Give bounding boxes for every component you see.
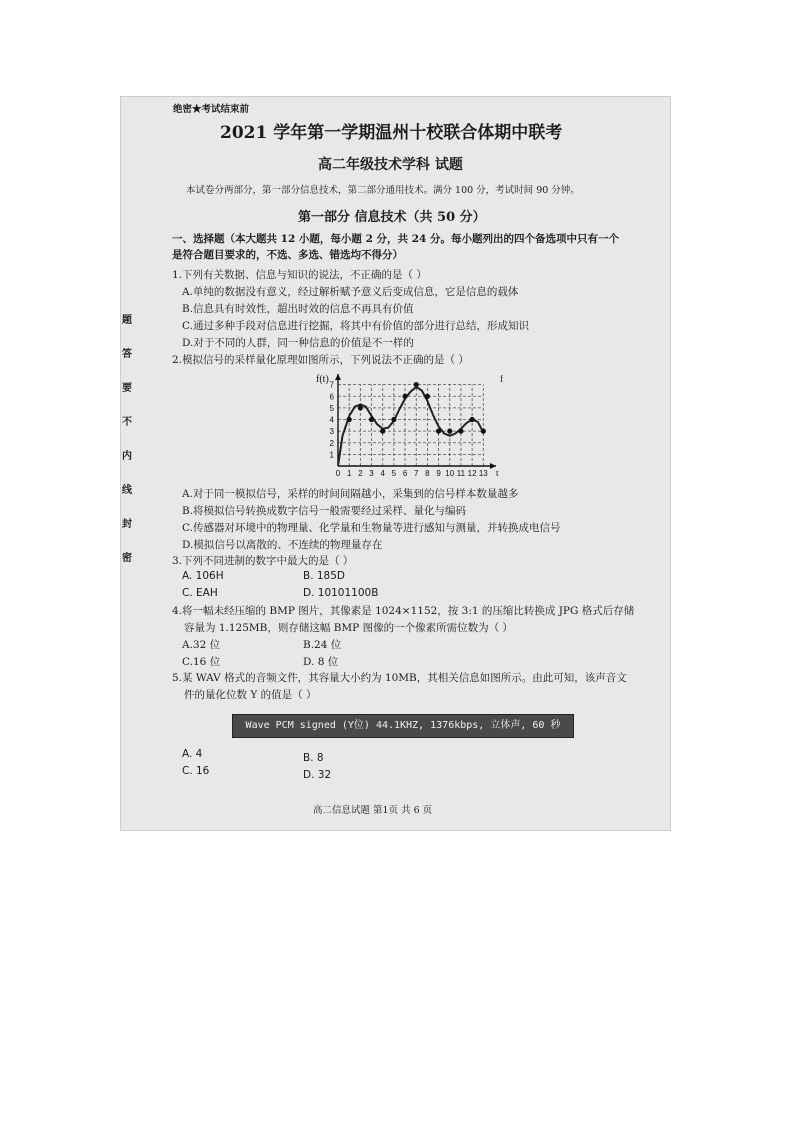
y-tick-label: 6 [329,392,334,402]
sample-point [391,417,396,422]
q5-stem-line1: 5.某 WAV 格式的音频文件，其容量大小约为 10MB，其相关信息如图所示。由此可知，该声音文 [172,672,627,684]
q1-option-b: B.信息具有时效性，超出时效的信息不再具有价值 [182,303,414,315]
sample-point [481,429,486,434]
binding-char: 封 [122,519,132,530]
q1-stem: 1.下列有关数据、信息与知识的说法，不正确的是（ ） [172,269,427,281]
x-tick-label: 1 [346,469,352,478]
y-tick-label: 1 [329,450,334,460]
wav-info-box: Wave PCM signed (Y位) 44.1KHZ, 1376kbps, 立体声, 60 秒 [232,714,574,738]
sample-point [436,429,441,434]
q1-option-c: C.通过多种手段对信息进行挖掘，将其中有价值的部分进行总结，形成知识 [182,320,529,332]
sample-point [414,382,419,387]
q5-option-d: D. 32 [303,769,332,781]
sample-point [447,429,452,434]
sample-point [402,394,407,399]
y-axis-label: f(t) [316,374,329,385]
exam-title: 2021 学年第一学期温州十校联合体期中联考 [220,123,563,143]
part-title: 第一部分 信息技术（共 50 分） [298,210,486,225]
section-heading-line2: 是符合题目要求的，不选、多选、错选均不得分） [172,249,403,261]
q5-option-c: C. 16 [182,765,210,777]
q1-option-a: A.单纯的数据没有意义，经过解析赋予意义后变成信息，它是信息的载体 [182,286,519,298]
binding-char: 线 [122,485,132,496]
sample-point [369,417,374,422]
exam-page [120,96,671,831]
sample-point [425,394,430,399]
y-tick-label: 3 [329,427,334,437]
q3-option-c: C. EAH [182,587,218,599]
x-tick-label: 4 [380,469,385,478]
y-axis-arrow [335,374,341,380]
x-axis-label: t [496,468,499,478]
x-tick-label: 7 [414,469,419,478]
q3-option-d: D. 10101100B [303,587,379,599]
binding-char: 不 [122,417,132,428]
q4-stem-line1: 4.将一幅未经压缩的 BMP 图片，其像素是 1024×1152，按 3:1 的压缩比转换成 JPG 格式后存储 [172,605,635,617]
y-tick-label: 7 [329,380,334,390]
y-tick-label: 2 [329,438,334,448]
sample-point [470,417,475,422]
sample-point [358,405,363,410]
binding-char: 答 [122,349,132,360]
x-tick-label: 8 [425,469,430,478]
x-tick-label: 12 [467,469,477,478]
secret-mark: 绝密★考试结束前 [173,104,250,115]
q1-option-d: D.对于不同的人群，同一种信息的价值是不一样的 [182,337,414,349]
x-tick-label: 9 [436,469,441,478]
sample-point [347,417,352,422]
exam-intro: 本试卷分两部分，第一部分信息技术，第二部分通用技术。满分 100 分，考试时间 90 分钟。 [186,185,580,196]
x-tick-label: 5 [391,469,397,478]
binding-char: 内 [122,451,132,462]
q4-option-a: A.32 位 [182,639,221,651]
section-heading-line1: 一、选择题（本大题共 12 小题，每小题 2 分，共 24 分。每小题列出的四个备选项中只有一个 [172,233,619,245]
q4-option-b: B.24 位 [303,639,342,651]
sampling-chart [314,372,504,484]
q2-option-a: A.对于同一模拟信号，采样的时间间隔越小，采集到的信号样本数量越多 [182,488,519,500]
y-tick-label: 4 [329,415,334,425]
binding-char: 题 [122,315,132,326]
x-tick-label: 6 [402,469,408,478]
sample-point [380,429,385,434]
x-tick-label: 3 [369,469,374,478]
sample-point [458,429,463,434]
q4-stem-line2: 容量为 1.125MB，则存储这幅 BMP 图像的一个像素所需位数为（ ） [184,622,513,634]
x-tick-label: 2 [358,469,363,478]
page-footer: 高二信息试题 第1页 共 6 页 [313,805,433,816]
q2-stem: 2.模拟信号的采样量化原理如图所示，下列说法不正确的是（ ） [172,354,469,366]
q5-option-a: A. 4 [182,748,203,760]
binding-line-margin [120,311,138,571]
binding-char: 密 [122,553,132,564]
exam-subtitle: 高二年级技术学科 试题 [318,157,463,173]
corner-label: f [500,374,503,384]
q4-option-c: C.16 位 [182,656,221,668]
q2-option-c: C.传感器对环境中的物理量、化学量和生物量等进行感知与测量，并转换成电信号 [182,522,561,534]
q3-option-a: A. 106H [182,570,224,582]
q2-option-b: B.将模拟信号转换成数字信号一般需要经过采样、量化与编码 [182,505,467,517]
q5-option-b: B. 8 [303,752,324,764]
x-tick-label: 11 [456,469,466,478]
q2-option-d: D.模拟信号以离散的、不连续的物理量存在 [182,539,383,551]
q3-stem: 3.下列不同进制的数字中最大的是（ ） [172,555,354,567]
q3-option-b: B. 185D [303,570,346,582]
x-tick-label: 10 [445,469,455,478]
x-tick-label: 0 [335,469,341,478]
binding-char: 要 [122,383,132,394]
x-tick-label: 13 [478,469,488,478]
q4-option-d: D. 8 位 [303,656,339,668]
q5-stem-line2: 件的量化位数 Y 的值是（ ） [184,689,317,701]
y-tick-label: 5 [329,403,334,413]
